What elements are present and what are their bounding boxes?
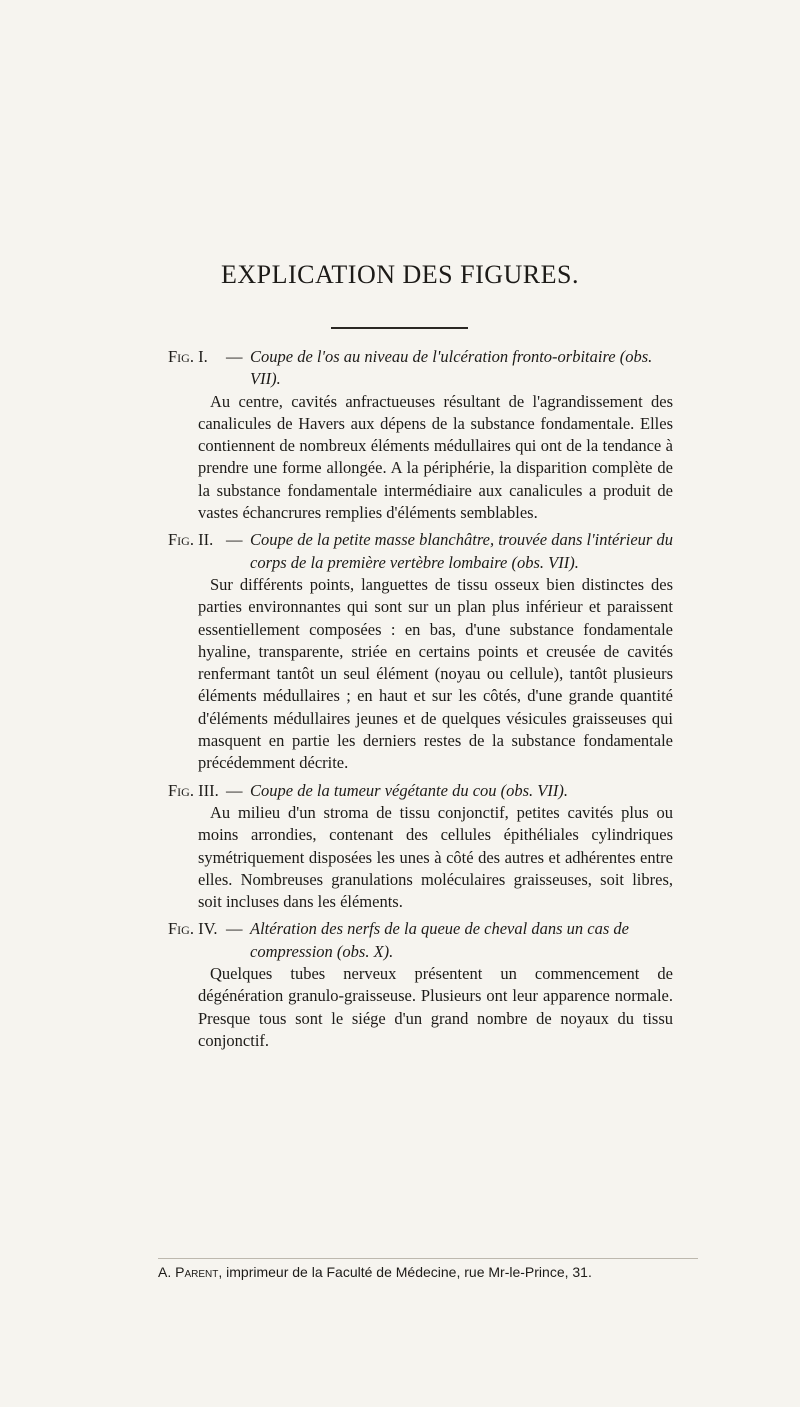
figure-label: Fig. IV. bbox=[168, 919, 218, 939]
figure-label: Fig. III. bbox=[168, 780, 219, 800]
figure-entry-2 bbox=[168, 529, 673, 774]
figure-title: Coupe de la petite masse blanchâtre, trouvée dans l'intérieur du corps de la première vertèbre lombaire (obs. VII). bbox=[250, 530, 673, 572]
figure-description: Sur différents points, languettes de tissu osseux bien distinctes des parties environnantes qui sont sur un plan plus inférieur et paraissent essentiellement composées : en bas, d'une substance fondamentale hyaline, transparente, striée en certains points et creusée de cavités renfermant tantôt un seul élément (noyau ou cellule), tantôt plusieurs éléments médullaires ; en haut et sur les côtés, d'une grande quantité d'éléments médullaires jeunes et de quelques vésicules graisseuses qui masquent en partie les derniers restes de la substance fondamentale précédemment décrite. bbox=[198, 574, 673, 773]
figure-description: Au centre, cavités anfractueuses résultant de l'agrandissement des canalicules de Havers aux dépens de la substance fondamentale. Elles contiennent de nombreux éléments médullaires qui ont de la tendance à prendre une forme allongée. A la périphérie, la disparition complète de la substance fondamentale intermédiaire aux canalicules a produit de vastes échancrures remplies d'éléments semblables. bbox=[198, 391, 673, 523]
printer-imprint bbox=[158, 1264, 698, 1280]
printer-address: imprimeur de la Faculté de Médecine, rue Mr-le-Prince, 31. bbox=[222, 1264, 592, 1280]
printer-name: A. Parent, bbox=[158, 1264, 223, 1280]
figure-entry-1 bbox=[168, 346, 673, 524]
figure-description: Au milieu d'un stroma de tissu conjonctif, petites cavités plus ou moins arrondies, contenant des cellules épithéliales cylindriques symétriquement disposées les unes à côté des autres et adhérentes entre elles. Nombreuses granulations moléculaires graisseuses, soit libres, soit incluses dans les éléments. bbox=[198, 802, 673, 912]
figure-entry-3 bbox=[168, 780, 673, 914]
figure-description: Quelques tubes nerveux présentent un commencement de dégénération granulo-graisseuse. Plusieurs ont leur apparence normale. Presque tous sont le siége d'un grand nombre de noyaux du tissu conjonctif. bbox=[198, 964, 673, 1050]
figure-title: Coupe de la tumeur végétante du cou (obs. VII). bbox=[250, 780, 568, 800]
figure-entry-4 bbox=[168, 918, 673, 1052]
figure-dash: — bbox=[226, 347, 243, 366]
figure-list bbox=[168, 346, 673, 1057]
title-divider bbox=[331, 327, 468, 329]
figure-title: Coupe de l'os au niveau de l'ulcération fronto-orbitaire (obs. VII). bbox=[250, 347, 653, 389]
figure-dash: — bbox=[226, 530, 243, 550]
figure-dash: — bbox=[226, 780, 243, 800]
imprint-divider bbox=[158, 1258, 698, 1259]
figure-label: Fig. I. bbox=[168, 347, 208, 366]
page-title: EXPLICATION DES FIGURES. bbox=[221, 260, 579, 289]
figure-title: Altération des nerfs de la queue de cheval dans un cas de compression (obs. X). bbox=[250, 919, 629, 961]
figure-label: Fig. II. bbox=[168, 530, 214, 550]
figure-dash: — bbox=[226, 919, 243, 939]
